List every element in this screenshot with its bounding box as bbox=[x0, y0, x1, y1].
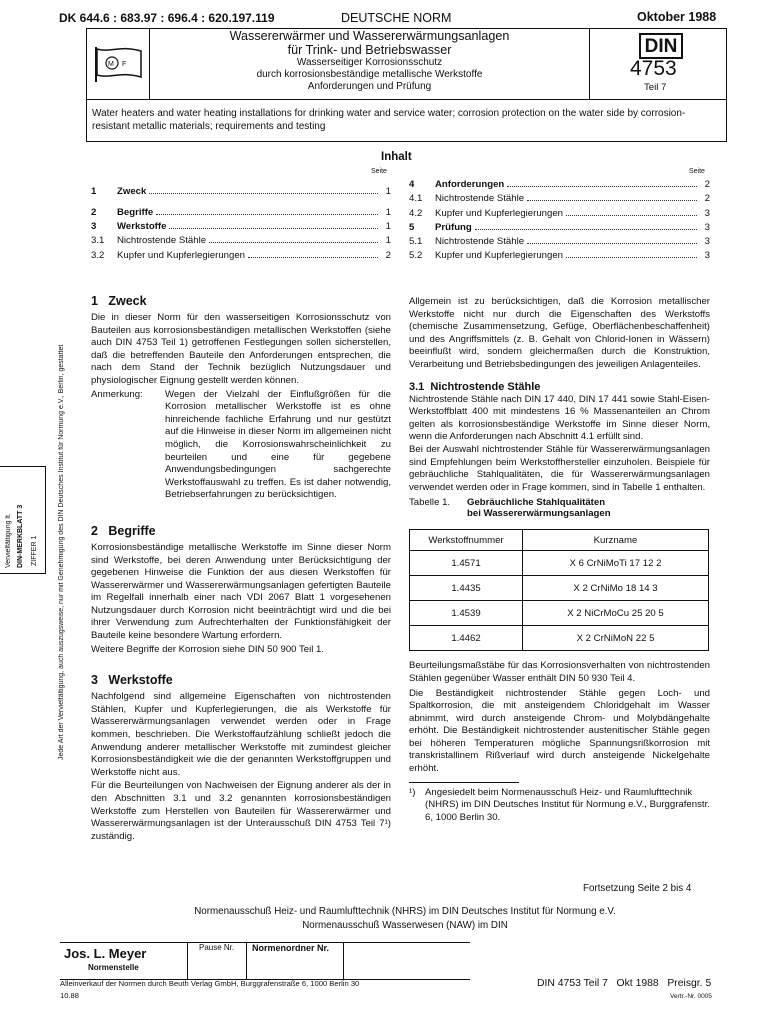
toc-entry bbox=[91, 232, 391, 246]
materials-table bbox=[409, 529, 709, 651]
toc-entry-page: 2 bbox=[385, 249, 391, 261]
toc-entry bbox=[91, 218, 391, 232]
table-caption-label: Tabelle 1. bbox=[409, 497, 451, 509]
toc-leader-dots bbox=[475, 228, 697, 230]
stamp-line-3: ZIFFER 1 bbox=[31, 535, 38, 566]
note-text: Wegen der Vielzahl der Einflußgrößen für die Korrosion metallischer Werkstoffe ist es ohne hinreichende fachliche Erfahrung und nur gestützt auf die Hinweise in dieser Norm im allgemeinen nicht möglich, die Korrosionswahrscheinlichkeit zu beurteilen und eine für gegebene Anwendungsbedingungen sachgerechte Werkstoffauswahl zu treffen. Es ist daher notwendig, Betriebserfahrungen zu berücksichtigen. bbox=[165, 388, 391, 501]
section-1-heading: 1 Zweck bbox=[91, 294, 147, 308]
din-number: 4753 bbox=[630, 57, 677, 80]
footnote bbox=[409, 787, 710, 825]
toc-entry-label: Werkstoffe bbox=[117, 221, 167, 233]
din-label: DIN bbox=[644, 36, 678, 57]
toc-seite-left: Seite bbox=[371, 168, 387, 175]
table-header-kurzname: Kurzname bbox=[523, 530, 709, 551]
publisher-sub: Normenstelle bbox=[88, 963, 139, 972]
publisher-name: Jos. L. Meyer bbox=[64, 946, 147, 961]
toc-entry-page: 2 bbox=[704, 179, 710, 191]
normenordner-label: Normenordner Nr. bbox=[252, 943, 330, 953]
toc-right bbox=[409, 176, 710, 261]
left-column bbox=[91, 294, 391, 843]
svg-text:M: M bbox=[108, 61, 114, 68]
toc-leader-dots bbox=[209, 241, 378, 243]
toc-entry-number: 4.1 bbox=[409, 193, 423, 205]
subtitle-line-3: Anforderungen und Prüfung bbox=[307, 81, 432, 92]
section-3-paragraph: Nachfolgend sind allgemeine Eigenschaften von nichtrostenden Stählen, Kupfer und Kupferlegierungen, die als Werkstoffe für Wassererwärmungsanlagen verwendet werden oder in Frage kommen, beschrieben. Die Werkstoffaufzählung schließt jedoch die Anwendung anderer metallischer Werkstoffe mit zumindest gleicher Korrosionsbeständigkeit wie die der genannten Werkstoffgruppen und Werkstoffe nicht aus. bbox=[91, 691, 391, 778]
toc-entry-label: Nichtrostende Stähle bbox=[435, 193, 525, 205]
header-dk: DK 644.6 : 683.97 : 696.4 : 620.197.119 bbox=[59, 11, 275, 25]
section-3-paragraph-2: Für die Beurteilungen von Nachweisen der Eignung anderer als der in den Abschnitten 3.1 und 3.2 genannten korrosionsbeständigen Werkstoffe zum Herstellen von Bauteilen für Wassererwärmer und Wassererwärmungsanlagen ist der Unterausschuß DIN 4753 Teil 7¹) zuständig. bbox=[91, 780, 391, 842]
toc-entry-page: 2 bbox=[704, 193, 710, 205]
stamp-divider-3 bbox=[343, 942, 344, 980]
table-after-paragraph: Beurteilungsmaßstäbe für das Korrosionsverhalten von nichtrostenden Stählen gegenüber Wasser enthält DIN 50 930 Teil 4. bbox=[409, 660, 710, 684]
toc-entry-number: 3 bbox=[91, 221, 97, 233]
toc-entry-number: 5.2 bbox=[409, 250, 423, 262]
table-caption bbox=[409, 497, 710, 519]
toc-entry-label: Kupfer und Kupferlegierungen bbox=[435, 207, 564, 219]
section-3-1-paragraph-2: Bei der Auswahl nichtrostender Stähle für Wassererwärmungsanlagen sind Empfehlungen beim Werkstoffhersteller einzuholen. Beispiele für gebräuchliche Stahlqualitäten, die für Wassererwärmungsanlagen verwendet werden oder in Frage kommen, sind in Tabelle 1 enthalten. bbox=[409, 443, 710, 493]
resistance-paragraph: Die Beständigkeit nichtrostender Stähle gegen Loch- und Spaltkorrosion, die mit ansteigendem Chloridgehalt im Wasser abnimmt, wird durch ansteigende Chrom- und Molybdängehalte erhöht. Die Beständigkeit nichtrostender austenitischer Stähle gegen bei höheren Temperaturen mögliche Spannungsrißkorrosion mit transkristallinem Rißverlauf wird durch ansteigende Nickelgehalte erhöht. bbox=[409, 687, 710, 775]
table-row bbox=[410, 576, 709, 601]
toc-leader-dots bbox=[169, 227, 378, 229]
table-header-row bbox=[410, 530, 709, 551]
toc-entry-number: 3.1 bbox=[91, 235, 105, 247]
toc-entry-page: 3 bbox=[704, 235, 710, 247]
table-cell-kurzname: X 2 NiCrMoCu 25 20 5 bbox=[523, 601, 709, 626]
toc-entry-number: 4.2 bbox=[409, 207, 423, 219]
footnote-mark: ¹) bbox=[409, 786, 416, 798]
toc-leader-dots bbox=[149, 192, 378, 194]
print-code: 10.88 bbox=[60, 991, 80, 1000]
toc-entry-page: 1 bbox=[385, 207, 391, 218]
section-2-heading: 2 Begriffe bbox=[91, 523, 156, 538]
committee-line-2: Normenausschuß Wasserwesen (NAW) im DIN bbox=[302, 920, 508, 931]
section-1-paragraph: Die in dieser Norm für den wasserseitigen Korrosionsschutz von Bauteilen aus korrosionsbeständigen metallischen Werkstoffen (siehe auch DIN 4753 Teil 1) getroffenen Festlegungen sollen sicherstellen, daß die betreffenden Bauteile den Anforderungen entsprechen, die nach dem Stand der Technik bezüglich Nutzungsdauer und physiologischer Eignung gestellt werden können. bbox=[91, 312, 391, 386]
toc-leader-dots bbox=[527, 242, 697, 244]
right-column bbox=[409, 296, 710, 824]
header-date: Oktober 1988 bbox=[637, 10, 717, 24]
toc-entry-page: 3 bbox=[704, 250, 710, 262]
document-reference: DIN 4753 Teil 7 Okt 1988 Preisgr. 5 bbox=[537, 978, 712, 989]
footnote-text: Angesiedelt beim Normenausschuß Heiz- und Raumlufttechnik (NHRS) im DIN Deutsches Institut für Normung e.V., Burggrafenstr. 6, 1000 Berlin 30. bbox=[425, 786, 710, 823]
copyright-note: Jede Art der Vervielfältigung, auch auszugsweise, nur mit Genehmigung des DIN Deutsches Institut für Normung e.V., Berlin, gestattet bbox=[58, 344, 65, 760]
toc-leader-dots bbox=[527, 199, 697, 201]
toc-entry-number: 2 bbox=[91, 207, 97, 218]
toc-seite-right: Seite bbox=[689, 168, 705, 175]
footnote-rule bbox=[409, 782, 519, 783]
note-label: Anmerkung: bbox=[91, 388, 143, 400]
toc-leader-dots bbox=[507, 185, 697, 187]
toc-entry-number: 4 bbox=[409, 179, 415, 191]
toc-entry bbox=[409, 176, 710, 190]
toc-entry bbox=[91, 246, 391, 260]
toc-leader-dots bbox=[156, 213, 378, 215]
table-caption-line-1: Gebräuchliche Stahlqualitäten bbox=[467, 497, 606, 509]
table-caption-line-2: bei Wassererwärmungsanlagen bbox=[467, 508, 611, 520]
section-1-note bbox=[91, 389, 391, 502]
toc-entry bbox=[409, 247, 710, 261]
table-cell-werkstoffnummer: 1.4462 bbox=[410, 626, 523, 651]
din-box bbox=[639, 33, 683, 59]
toc-entry-label: Anforderungen bbox=[435, 179, 505, 191]
right-intro-paragraph: Allgemein ist zu berücksichtigen, daß die Korrosion metallischer Werkstoffe nicht nur durch die Eigenschaften des Werkstoffs (chemische Zusammensetzung, Gefüge, Oberflächenbeschaffenheit) und des Angriffsmittels (z. B. Gehalt von Chlorid-Ionen in Wässern) beeinflußt wird, sondern gleichermaßen durch die Konstruktion, Verarbeitung und Betriebsbedingungen des jeweiligen Anlagenteiles. bbox=[409, 296, 710, 370]
toc-entry-page: 1 bbox=[385, 221, 391, 233]
din-flag-logo-icon bbox=[91, 45, 145, 83]
toc-entry-number: 5 bbox=[409, 221, 415, 233]
stamp-line-1: Vervielfältigung lt. bbox=[5, 513, 12, 568]
table-cell-kurzname: X 2 CrNiMoN 22 5 bbox=[523, 626, 709, 651]
continued-note: Fortsetzung Seite 2 bis 4 bbox=[583, 883, 692, 894]
table-cell-werkstoffnummer: 1.4539 bbox=[410, 601, 523, 626]
pause-nr-label: Pause Nr. bbox=[199, 943, 235, 952]
title-block bbox=[150, 28, 589, 93]
subtitle-line-1: Wasserseitiger Korrosionsschutz bbox=[296, 57, 443, 68]
subtitle-line-2: durch korrosionsbeständige metallische Werkstoffe bbox=[256, 69, 483, 80]
toc-leader-dots bbox=[566, 214, 697, 216]
toc-entry-label: Prüfung bbox=[435, 221, 472, 233]
toc-entry-page: 3 bbox=[704, 207, 710, 219]
toc-title: Inhalt bbox=[381, 151, 412, 163]
toc-left bbox=[91, 176, 391, 261]
vertr-number: Vertr.-Nr. 0005 bbox=[670, 993, 712, 1000]
toc-entry-label: Begriffe bbox=[117, 207, 154, 218]
sale-note: Alleinverkauf der Normen durch Beuth Verlag GmbH, Burggrafenstraße 6, 1000 Berlin 30 bbox=[60, 979, 360, 988]
toc-entry bbox=[91, 176, 391, 197]
toc-entry-label: Nichtrostende Stähle bbox=[117, 235, 207, 247]
header-norm: DEUTSCHE NORM bbox=[341, 11, 452, 25]
toc-leader-dots bbox=[566, 256, 697, 258]
toc-entry-page: 3 bbox=[704, 221, 710, 233]
table-row bbox=[410, 601, 709, 626]
table-row bbox=[410, 626, 709, 651]
title-line-1: Wassererwärmer und Wassererwärmungsanlagen bbox=[229, 29, 510, 43]
table-cell-werkstoffnummer: 1.4435 bbox=[410, 576, 523, 601]
svg-text:F: F bbox=[122, 61, 127, 68]
din-teil: Teil 7 bbox=[644, 82, 667, 93]
table-cell-kurzname: X 2 CrNiMo 18 14 3 bbox=[523, 576, 709, 601]
title-line-2: für Trink- und Betriebswasser bbox=[287, 43, 452, 57]
table-row bbox=[410, 551, 709, 576]
toc-entry-page: 1 bbox=[385, 186, 391, 197]
toc-entry-page: 1 bbox=[385, 235, 391, 247]
section-3-heading: 3 Werkstoffe bbox=[91, 673, 173, 688]
toc-entry bbox=[409, 233, 710, 247]
section-3-1-paragraph: Nichtrostende Stähle nach DIN 17 440, DIN 17 441 sowie Stahl-Eisen-Werkstoffblatt 400 mit mindestens 16 % Massenanteilen an Chrom gelten als korrosionsbeständige Werkstoffe im Sinne dieser Norm, wenn die Anforderungen nach Abschnitt 4.1 erfüllt sind. bbox=[409, 393, 710, 443]
committee-line-1: Normenausschuß Heiz- und Raumlufttechnik (NHRS) im DIN Deutsches Institut für Normung e.V. bbox=[194, 906, 616, 917]
toc-entry-number: 1 bbox=[91, 186, 97, 197]
toc-entry bbox=[409, 204, 710, 218]
stamp-divider-1 bbox=[187, 942, 188, 980]
toc-entry-label: Nichtrostende Stähle bbox=[435, 235, 525, 247]
toc-entry bbox=[409, 190, 710, 204]
toc-entry-label: Zweck bbox=[117, 186, 147, 197]
section-3-1-heading: 3.1 Nichtrostende Stähle bbox=[409, 380, 541, 393]
section-2-paragraph-2: Weitere Begriffe der Korrosion siehe DIN 50 900 Teil 1. bbox=[91, 643, 325, 655]
toc-entry bbox=[91, 197, 391, 218]
toc-entry bbox=[409, 219, 710, 233]
toc-leader-dots bbox=[248, 256, 378, 258]
toc-entry-label: Kupfer und Kupferlegierungen bbox=[435, 250, 564, 262]
table-cell-werkstoffnummer: 1.4571 bbox=[410, 551, 523, 576]
toc-entry-number: 3.2 bbox=[91, 249, 105, 261]
toc-entry-number: 5.1 bbox=[409, 235, 423, 247]
section-2-paragraph: Korrosionsbeständige metallische Werkstoffe im Sinne dieser Norm sind Werkstoffe, bei deren Anwendung unter Berücksichtigung der gegebenen Hinweise die Funktion der aus diesen Werkstoffen für Wassererwärmer und Wassererwärmungsanlagen gefertigten Bauteile im Regelfall innerhalb einer nach VDI 2067 Blatt 1 vorgesehenen Nutzungsdauer durch Korrosion nicht beeinträchtigt wird und die bei ihrer Verwendung zum Aufrechterhalten der Funktionsfähigkeit der Bauteile keine besondere Wartung erfordern. bbox=[91, 541, 391, 642]
english-title: Water heaters and water heating installations for drinking water and service water; corrosion protection on the water side by corrosion-resistant metallic materials; requirements and testing bbox=[92, 108, 686, 132]
table-header-werkstoffnummer: Werkstoffnummer bbox=[410, 530, 523, 551]
toc-entry-label: Kupfer und Kupferlegierungen bbox=[117, 249, 246, 261]
stamp-divider-2 bbox=[246, 942, 247, 980]
stamp-line-2: DIN-MERKBLATT 3 bbox=[17, 504, 24, 568]
table-cell-kurzname: X 6 CrNiMoTi 17 12 2 bbox=[523, 551, 709, 576]
